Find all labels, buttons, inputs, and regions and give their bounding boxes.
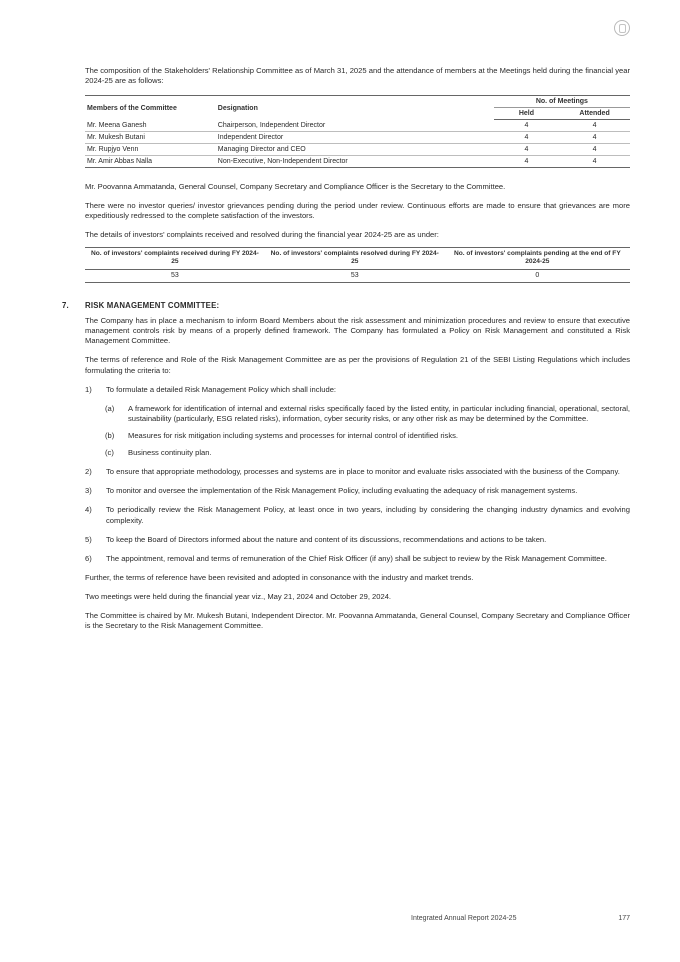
table-row <box>85 132 630 144</box>
meetings-held: 4 <box>494 143 559 155</box>
intro-paragraph: The composition of the Stakeholders' Relationship Committee as of March 31, 2025 and the attendance of members at the Meetings held during the financial year 2024-25 are as follows: <box>85 66 630 86</box>
meetings-attended: 4 <box>559 155 630 167</box>
page-footer <box>411 915 630 922</box>
header-meetings: No. of Meetings <box>494 96 630 108</box>
meetings-held: 4 <box>494 132 559 144</box>
complaints-table <box>85 247 630 283</box>
sub-list-item <box>105 448 630 458</box>
meetings-attended: 4 <box>559 132 630 144</box>
list-item-number: 5) <box>85 534 92 544</box>
section-heading <box>62 301 630 311</box>
list-item <box>85 554 630 564</box>
list-item-number: 1) <box>85 384 92 394</box>
sub-list-item-text: Measures for risk mitigation including systems and processes for internal control of identified risks. <box>128 431 459 441</box>
secretary-paragraph: Mr. Poovanna Ammatanda, General Counsel, Company Secretary and Compliance Officer is the Secretary to the Committee. <box>85 181 506 191</box>
member-name: Mr. Amir Abbas Nalla <box>85 155 216 167</box>
sub-list-item <box>105 431 630 441</box>
table-row <box>85 143 630 155</box>
member-designation: Independent Director <box>216 132 494 144</box>
header-held: Held <box>494 108 559 120</box>
sub-list-item-letter: (a) <box>105 403 115 413</box>
list-item-number: 4) <box>85 505 92 515</box>
section-number: 7. <box>62 301 69 311</box>
members-table <box>85 95 630 167</box>
header-member: Members of the Committee <box>85 96 216 120</box>
sub-list-item-text: Business continuity plan. <box>128 448 212 458</box>
list-item <box>85 505 630 526</box>
list-item-text: To keep the Board of Directors informed about the nature and content of its discussions, recommendations and actions to be taken. <box>106 534 547 544</box>
meetings-attended: 4 <box>559 120 630 132</box>
complaints-pending-value: 0 <box>445 269 630 283</box>
member-designation: Chairperson, Independent Director <box>216 120 494 132</box>
list-item <box>85 535 630 545</box>
report-title: Integrated Annual Report 2024-25 <box>411 915 517 922</box>
list-item <box>85 467 630 477</box>
risk-para-4: Two meetings were held during the financial year viz., May 21, 2024 and October 29, 2024. <box>85 591 392 601</box>
page-number: 177 <box>618 915 630 922</box>
member-name: Mr. Meena Ganesh <box>85 120 216 132</box>
risk-para-2: The terms of reference and Role of the Risk Management Committee are as per the provisions of Regulation 21 of the SEBI Listing Regulations which includes formulating the criteria to: <box>85 355 630 375</box>
list-item-text: The appointment, removal and terms of remuneration of the Chief Risk Officer (if any) shall be subject to review by the Risk Management Committee. <box>106 553 607 563</box>
sub-list-item-letter: (c) <box>105 448 114 458</box>
list-item-text: To formulate a detailed Risk Management Policy which shall include: <box>106 384 337 394</box>
complaints-header-received: No. of investors' complaints received during FY 2024-25 <box>85 247 265 269</box>
table-row <box>85 269 630 283</box>
page-content <box>62 66 630 640</box>
complaints-received-value: 53 <box>85 269 265 283</box>
company-logo-icon <box>614 20 630 36</box>
complaints-header-pending: No. of investors' complaints pending at the end of FY 2024-25 <box>445 247 630 269</box>
list-item-number: 6) <box>85 553 92 563</box>
complaints-header-resolved: No. of investors' complaints resolved during FY 2024-25 <box>265 247 445 269</box>
member-name: Mr. Rupjyo Venn <box>85 143 216 155</box>
header-attended: Attended <box>559 108 630 120</box>
meetings-attended: 4 <box>559 143 630 155</box>
sub-list-item <box>105 404 630 425</box>
meetings-held: 4 <box>494 155 559 167</box>
list-item-text: To ensure that appropriate methodology, processes and systems are in place to monitor and evaluate risks associated with the business of the Company. <box>106 467 620 477</box>
member-designation: Non-Executive, Non-Independent Director <box>216 155 494 167</box>
list-item <box>85 385 630 395</box>
meetings-held: 4 <box>494 120 559 132</box>
risk-para-3: Further, the terms of reference have been revisited and adopted in consonance with the industry and market trends. <box>85 572 474 582</box>
list-item-number: 3) <box>85 486 92 496</box>
member-name: Mr. Mukesh Butani <box>85 132 216 144</box>
header-designation: Designation <box>216 96 494 120</box>
sub-list-item-text: A framework for identification of internal and external risks specifically faced by the listed entity, in particular including financial, operational, sectoral, sustainability (particularly, ESG related risks), information, cyber security risks, or any other risk as may be determined by the Committee. <box>128 403 630 424</box>
list-item <box>85 486 630 496</box>
list-item-text: To periodically review the Risk Management Policy, at least once in two years, including by considering the changing industry dynamics and evolving complexity. <box>106 505 630 525</box>
table-row <box>85 155 630 167</box>
risk-para-5: The Committee is chaired by Mr. Mukesh Butani, Independent Director. Mr. Poovanna Ammatanda, General Counsel, Company Secretary and Compliance Officer is the Secretary to the Risk Management Committee. <box>85 610 630 630</box>
section-title: RISK MANAGEMENT COMMITTEE: <box>85 301 220 311</box>
grievances-paragraph: There were no investor queries/ investor grievances pending during the period under review. Continuous efforts are made to ensure that grievances are more expeditiously redressed to the complete satisfaction of the investors. <box>85 200 630 220</box>
sub-list-item-letter: (b) <box>105 431 115 441</box>
complaints-resolved-value: 53 <box>265 269 445 283</box>
complaints-intro: The details of investors' complaints received and resolved during the financial year 2024-25 are as under: <box>85 229 439 239</box>
list-item-number: 2) <box>85 467 92 477</box>
list-item-text: To monitor and oversee the implementation of the Risk Management Policy, including evaluating the adequacy of risk management systems. <box>106 486 578 496</box>
table-row <box>85 120 630 132</box>
risk-para-1: The Company has in place a mechanism to inform Board Members about the risk assessment and minimization procedures and review to ensure that executive management controls risk by means of a properly defined framework. The Company has formulated a Policy on Risk Management and constituted a Risk Management Committee. <box>85 315 630 346</box>
member-designation: Managing Director and CEO <box>216 143 494 155</box>
